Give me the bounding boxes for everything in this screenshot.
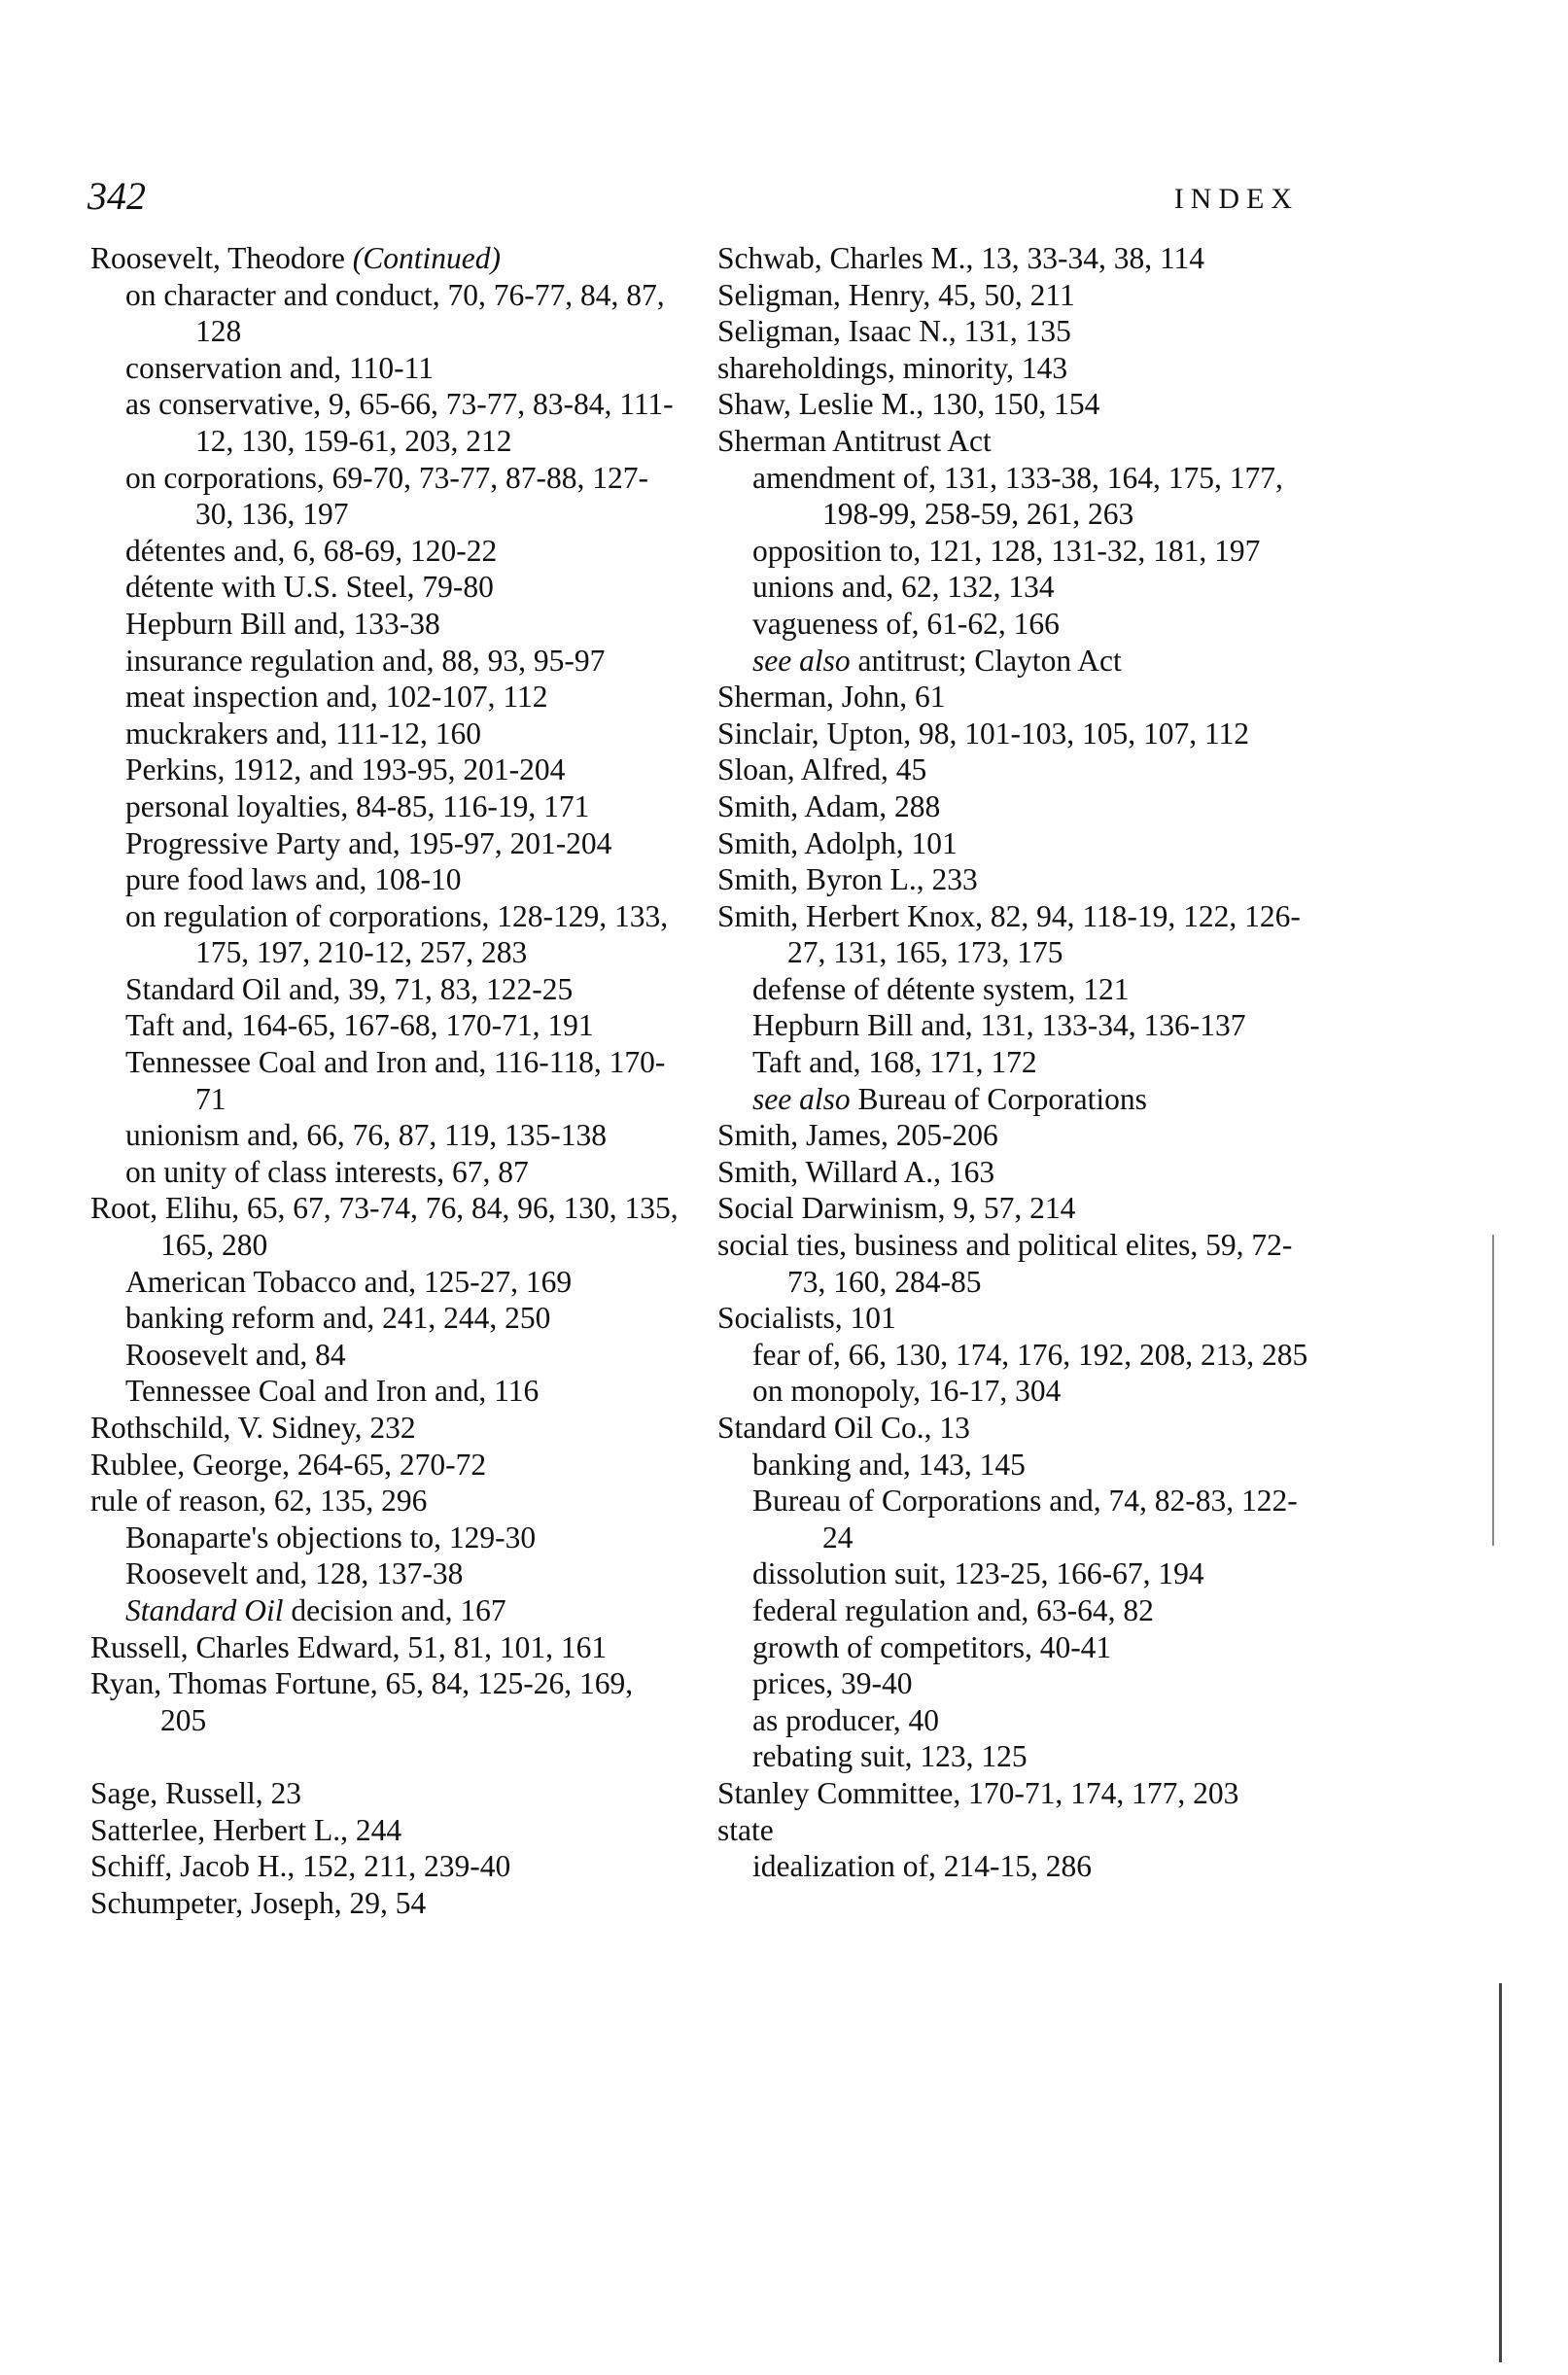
entry-text: Social Darwinism, 9, 57, 214 <box>717 1191 1076 1226</box>
index-subentry <box>90 606 685 643</box>
index-subentry <box>90 350 685 387</box>
entry-text: Smith, Adolph, 101 <box>717 825 958 860</box>
index-subentry <box>717 1738 1312 1775</box>
entry-text: Taft and, 164-65, 167-68, 170-71, 191 <box>125 1008 594 1043</box>
entry-text: Perkins, 1912, and 193-95, 201-204 <box>125 752 566 787</box>
index-main-entry <box>90 1885 685 1922</box>
index-main-entry <box>90 1665 685 1738</box>
page-edge-mark <box>1499 1983 1502 2362</box>
entry-text: Hepburn Bill and, 133-38 <box>125 606 440 641</box>
entry-text: dissolution suit, 123-25, 166-67, 194 <box>752 1556 1204 1591</box>
index-subentry <box>717 460 1312 533</box>
index-subentry <box>717 533 1312 570</box>
page-number: 342 <box>87 174 146 218</box>
index-main-entry <box>717 1410 1312 1447</box>
entry-text: Satterlee, Herbert L., 244 <box>90 1812 402 1847</box>
index-subentry <box>717 1044 1312 1081</box>
entry-italic-suffix: (Continued) <box>352 241 501 275</box>
index-main-entry <box>90 1483 685 1519</box>
index-subentry <box>90 679 685 716</box>
index-main-entry <box>717 898 1312 971</box>
entry-text: Schumpeter, Joseph, 29, 54 <box>90 1885 427 1920</box>
entry-text: Sloan, Alfred, 45 <box>717 752 927 787</box>
index-subentry <box>90 643 685 680</box>
index-main-entry <box>90 1812 685 1849</box>
index-main-entry <box>90 1629 685 1666</box>
running-head: INDEX <box>1173 183 1299 215</box>
entry-text: unionism and, 66, 76, 87, 119, 135-138 <box>125 1118 607 1153</box>
index-subentry <box>90 569 685 606</box>
index-subentry <box>90 825 685 862</box>
index-subentry <box>717 1665 1312 1702</box>
entry-text: Bureau of Corporations <box>850 1081 1147 1116</box>
entry-text: antitrust; Clayton Act <box>850 643 1122 678</box>
entry-text: rule of reason, 62, 135, 296 <box>90 1484 428 1519</box>
index-subentry <box>90 1555 685 1592</box>
entry-text: Shaw, Leslie M., 130, 150, 154 <box>717 387 1100 422</box>
entry-text: as conservative, 9, 65-66, 73-77, 83-84, 111-12, 130, 159-61, 203, 212 <box>125 387 674 458</box>
index-main-entry <box>717 350 1312 387</box>
index-subentry <box>90 898 685 971</box>
entry-text: state <box>717 1812 774 1847</box>
entry-text: Standard Oil Co., 13 <box>717 1411 970 1445</box>
index-subentry <box>717 1592 1312 1629</box>
index-subentry <box>90 1300 685 1337</box>
entry-text: on regulation of corporations, 128-129, 133, 175, 197, 210-12, 257, 283 <box>125 898 669 970</box>
entry-text: Progressive Party and, 195-97, 201-204 <box>125 825 612 860</box>
index-subentry <box>717 1007 1312 1044</box>
index-main-entry <box>717 1300 1312 1337</box>
index-subentry <box>717 1447 1312 1484</box>
index-main-entry <box>717 1154 1312 1191</box>
entry-text: muckrakers and, 111-12, 160 <box>125 716 481 751</box>
index-subentry <box>90 277 685 350</box>
entry-text: Tennessee Coal and Iron and, 116-118, 170-71 <box>125 1045 666 1116</box>
index-main-entry <box>90 1410 685 1447</box>
page-edge-mark <box>1492 1235 1494 1546</box>
entry-text: idealization of, 214-15, 286 <box>752 1849 1093 1884</box>
index-subentry <box>90 386 685 459</box>
entry-text: Stanley Committee, 170-71, 174, 177, 203 <box>717 1775 1239 1810</box>
index-main-entry <box>90 240 685 277</box>
index-main-entry <box>717 861 1312 898</box>
index-subentry <box>90 533 685 570</box>
index-subentry <box>717 1848 1312 1885</box>
index-subentry <box>90 1519 685 1556</box>
index-main-entry <box>717 716 1312 752</box>
entry-italic-prefix: Standard Oil <box>125 1592 284 1627</box>
entry-text: Rublee, George, 264-65, 270-72 <box>90 1447 487 1482</box>
index-main-entry <box>717 277 1312 314</box>
index-main-entry <box>717 1190 1312 1227</box>
entry-text: pure food laws and, 108-10 <box>125 862 462 897</box>
entry-text: Ryan, Thomas Fortune, 65, 84, 125-26, 169, 205 <box>90 1666 634 1737</box>
entry-text: Schiff, Jacob H., 152, 211, 239-40 <box>90 1849 511 1884</box>
entry-italic-prefix: see also <box>752 1081 851 1116</box>
index-main-entry <box>90 1848 685 1885</box>
entry-text: social ties, business and political elites, 59, 72-73, 160, 284-85 <box>717 1228 1293 1299</box>
index-subentry <box>90 1044 685 1117</box>
index-subentry <box>717 1555 1312 1592</box>
entry-text: vagueness of, 61-62, 166 <box>752 606 1060 641</box>
entry-text: fear of, 66, 130, 174, 176, 192, 208, 213, 285 <box>752 1337 1308 1372</box>
entry-text: banking and, 143, 145 <box>752 1447 1026 1482</box>
index-main-entry <box>717 313 1312 350</box>
entry-text: personal loyalties, 84-85, 116-19, 171 <box>125 788 590 823</box>
entry-text: federal regulation and, 63-64, 82 <box>752 1592 1154 1627</box>
index-subentry <box>717 971 1312 1008</box>
entry-text: banking reform and, 241, 244, 250 <box>125 1301 551 1336</box>
index-main-entry <box>717 751 1312 788</box>
entry-italic-prefix: see also <box>752 643 851 678</box>
index-subentry <box>90 751 685 788</box>
entry-text: Socialists, 101 <box>717 1301 896 1336</box>
index-main-entry <box>717 423 1312 460</box>
index-subentry <box>90 460 685 533</box>
entry-text: rebating suit, 123, 125 <box>752 1739 1028 1774</box>
index-main-entry <box>717 679 1312 716</box>
entry-text: détentes and, 6, 68-69, 120-22 <box>125 533 498 568</box>
index-main-entry <box>717 825 1312 862</box>
entry-text: conservation and, 110-11 <box>125 350 434 385</box>
entry-text: insurance regulation and, 88, 93, 95-97 <box>125 643 606 678</box>
entry-text: Root, Elihu, 65, 67, 73-74, 76, 84, 96, 130, 135, 165, 280 <box>90 1191 679 1263</box>
index-main-entry <box>717 788 1312 825</box>
entry-text: amendment of, 131, 133-38, 164, 175, 177, 198-99, 258-59, 261, 263 <box>752 460 1283 532</box>
index-subentry <box>717 1337 1312 1374</box>
entry-text: unions and, 62, 132, 134 <box>752 570 1055 605</box>
entry-text: Bonaparte's objections to, 129-30 <box>125 1519 537 1554</box>
index-subentry <box>717 606 1312 643</box>
index-main-entry <box>717 1775 1312 1812</box>
entry-text: opposition to, 121, 128, 131-32, 181, 197 <box>752 533 1261 568</box>
index-main-entry <box>717 1117 1312 1154</box>
index-main-entry <box>90 1447 685 1484</box>
entry-text: Taft and, 168, 171, 172 <box>752 1045 1037 1080</box>
index-column-left <box>90 240 685 1921</box>
entry-text: Standard Oil and, 39, 71, 83, 122-25 <box>125 971 574 1006</box>
index-main-entry <box>717 386 1312 423</box>
index-subentry <box>717 569 1312 606</box>
entry-text: American Tobacco and, 125-27, 169 <box>125 1264 573 1299</box>
entry-text: growth of competitors, 40-41 <box>752 1629 1112 1664</box>
index-column-right <box>717 240 1312 1885</box>
index-subentry <box>90 1337 685 1374</box>
entry-text: Hepburn Bill and, 131, 133-34, 136-137 <box>752 1008 1246 1043</box>
index-subentry <box>90 1373 685 1410</box>
index-subentry <box>717 643 1312 680</box>
entry-text: Seligman, Isaac N., 131, 135 <box>717 314 1071 349</box>
entry-text: defense of détente system, 121 <box>752 971 1130 1006</box>
entry-text: Tennessee Coal and Iron and, 116 <box>125 1374 540 1409</box>
entry-text: Roosevelt, Theodore <box>90 241 345 275</box>
entry-text: on character and conduct, 70, 76-77, 84, 87, 128 <box>125 277 665 349</box>
entry-text: Sinclair, Upton, 98, 101-103, 105, 107, 112 <box>717 716 1250 751</box>
entry-text: Roosevelt and, 84 <box>125 1337 346 1372</box>
entry-text: on monopoly, 16-17, 304 <box>752 1374 1062 1409</box>
entry-text: Russell, Charles Edward, 51, 81, 101, 161 <box>90 1629 608 1664</box>
entry-text: Sage, Russell, 23 <box>90 1775 301 1810</box>
entry-text: Smith, Willard A., 163 <box>717 1154 995 1189</box>
entry-text: meat inspection and, 102-107, 112 <box>125 680 548 715</box>
entry-text: decision and, 167 <box>283 1592 506 1627</box>
index-main-entry <box>717 1227 1312 1300</box>
entry-text: Smith, Herbert Knox, 82, 94, 118-19, 122, 126-27, 131, 165, 173, 175 <box>717 898 1301 970</box>
entry-text: Smith, James, 205-206 <box>717 1118 998 1153</box>
entry-text: shareholdings, minority, 143 <box>717 350 1068 385</box>
entry-text: détente with U.S. Steel, 79-80 <box>125 570 494 605</box>
entry-text: Roosevelt and, 128, 137-38 <box>125 1556 464 1591</box>
index-main-entry <box>717 1812 1312 1849</box>
index-section-spacer <box>90 1738 685 1775</box>
index-subentry <box>717 1373 1312 1410</box>
entry-text: Seligman, Henry, 45, 50, 211 <box>717 277 1075 312</box>
entry-text: Sherman Antitrust Act <box>717 423 992 458</box>
index-subentry <box>717 1483 1312 1555</box>
index-subentry <box>717 1702 1312 1739</box>
entry-text: Bureau of Corporations and, 74, 82-83, 122-24 <box>752 1484 1298 1554</box>
entry-text: Rothschild, V. Sidney, 232 <box>90 1411 416 1445</box>
entry-text: on corporations, 69-70, 73-77, 87-88, 127-30, 136, 197 <box>125 460 649 532</box>
index-subentry <box>90 1592 685 1629</box>
index-subentry <box>90 861 685 898</box>
index-main-entry <box>90 1190 685 1263</box>
entry-text: Schwab, Charles M., 13, 33-34, 38, 114 <box>717 241 1205 275</box>
index-main-entry <box>90 1775 685 1812</box>
index-main-entry <box>717 240 1312 277</box>
entry-text: Smith, Byron L., 233 <box>717 862 978 897</box>
index-subentry <box>717 1629 1312 1666</box>
index-subentry <box>90 716 685 752</box>
entry-text: on unity of class interests, 67, 87 <box>125 1154 529 1189</box>
index-subentry <box>717 1081 1312 1118</box>
index-subentry <box>90 1007 685 1044</box>
entry-text: prices, 39-40 <box>752 1666 913 1701</box>
index-subentry <box>90 1154 685 1191</box>
entry-text: Sherman, John, 61 <box>717 680 946 715</box>
index-subentry <box>90 1117 685 1154</box>
index-subentry <box>90 788 685 825</box>
index-subentry <box>90 1264 685 1301</box>
entry-text: as producer, 40 <box>752 1702 940 1737</box>
index-subentry <box>90 971 685 1008</box>
entry-text: Smith, Adam, 288 <box>717 788 941 823</box>
